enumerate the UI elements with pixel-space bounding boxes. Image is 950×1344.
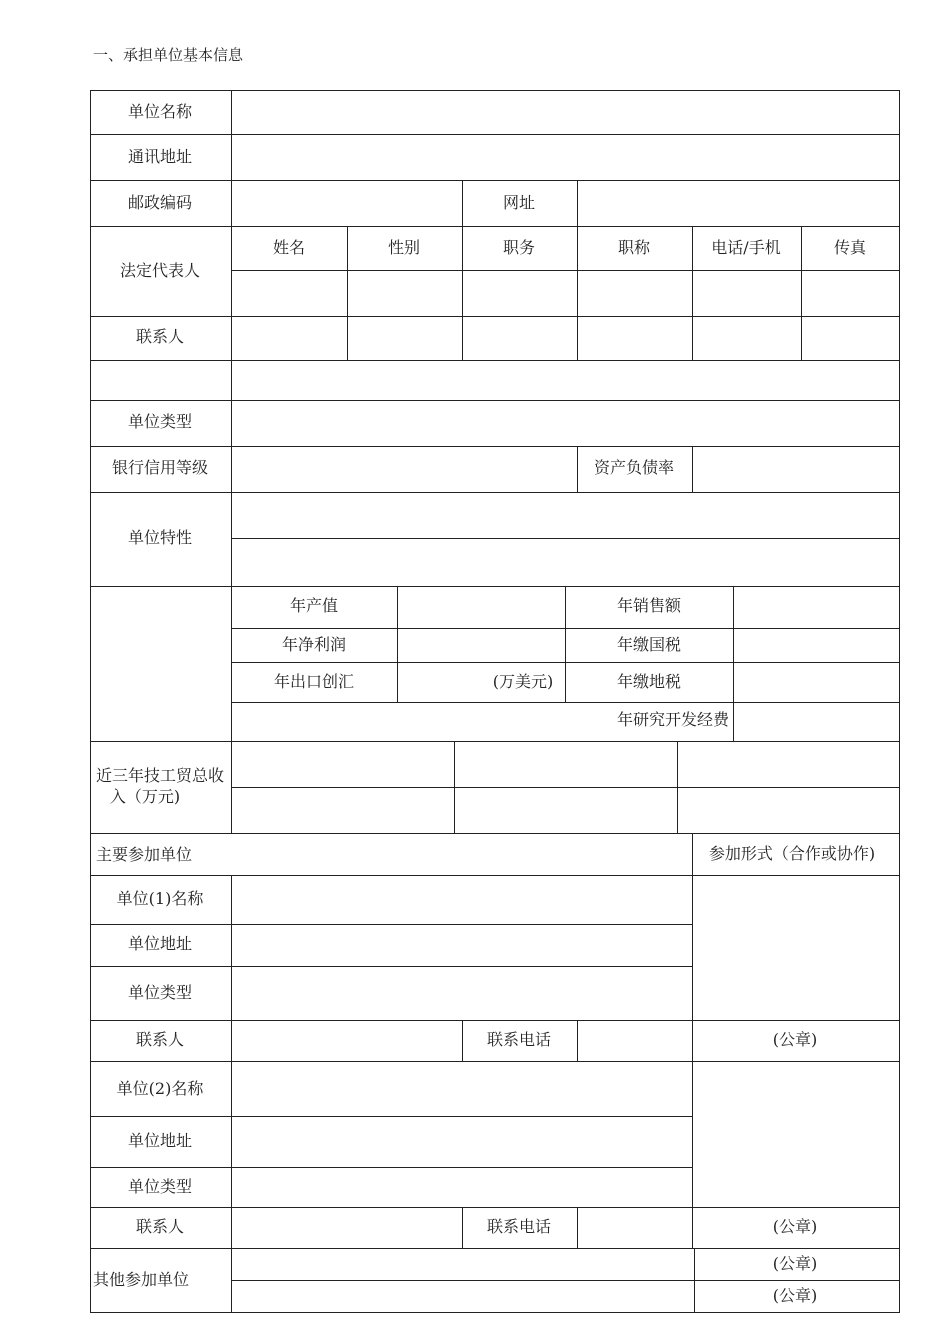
address-field[interactable] bbox=[232, 135, 899, 180]
label-unit2-contact: 联系人 bbox=[135, 1217, 185, 1236]
label-contact: 联系人 bbox=[135, 327, 185, 346]
postcode-field[interactable] bbox=[232, 181, 462, 226]
label-unit1-address: 单位地址 bbox=[127, 934, 193, 953]
bank-credit-field[interactable] bbox=[232, 447, 577, 492]
label-debt-ratio: 资产负债率 bbox=[593, 458, 675, 477]
label-unit1-name: 单位(1)名称 bbox=[116, 889, 204, 908]
debt-ratio-field[interactable] bbox=[693, 447, 899, 492]
unit-name-field[interactable] bbox=[232, 91, 899, 134]
label-unit2-name: 单位(2)名称 bbox=[116, 1079, 204, 1098]
website-field[interactable] bbox=[578, 181, 899, 226]
blank-row[interactable] bbox=[91, 361, 899, 400]
header-fax: 传真 bbox=[833, 238, 867, 257]
label-local-tax: 年缴地税 bbox=[616, 672, 682, 691]
header-name: 姓名 bbox=[272, 238, 306, 257]
label-unit-type: 单位类型 bbox=[127, 412, 193, 431]
unit1-seal: (公章) bbox=[772, 1030, 818, 1049]
label-export-earning: 年出口创汇 bbox=[273, 672, 355, 691]
label-unit2-address: 单位地址 bbox=[127, 1131, 193, 1150]
label-net-profit: 年净利润 bbox=[281, 635, 347, 654]
header-phone: 电话/手机 bbox=[711, 238, 781, 257]
label-rd-expense: 年研究开发经费 bbox=[617, 710, 730, 729]
label-website: 网址 bbox=[502, 193, 536, 212]
section-heading: 一、承担单位基本信息 bbox=[93, 46, 244, 64]
unit2-seal: (公章) bbox=[772, 1217, 818, 1236]
header-gender: 性别 bbox=[387, 238, 421, 257]
label-annual-output: 年产值 bbox=[289, 596, 339, 615]
label-postcode: 邮政编码 bbox=[127, 193, 193, 212]
label-tech-income-1: 近三年技工贸总收 bbox=[95, 766, 225, 785]
label-unit1-contact-phone: 联系电话 bbox=[486, 1030, 552, 1049]
header-title: 职称 bbox=[617, 238, 651, 257]
label-legal-rep: 法定代表人 bbox=[119, 261, 201, 280]
label-participation-form: 参加形式（合作或协作) bbox=[708, 844, 876, 863]
label-national-tax: 年缴国税 bbox=[616, 635, 682, 654]
label-unit2-type: 单位类型 bbox=[127, 1177, 193, 1196]
label-unit-name: 单位名称 bbox=[127, 102, 193, 121]
label-annual-sales: 年销售额 bbox=[616, 596, 682, 615]
other-unit2-seal: (公章) bbox=[772, 1286, 818, 1305]
label-unit-feature: 单位特性 bbox=[127, 528, 193, 547]
label-unit1-contact: 联系人 bbox=[135, 1030, 185, 1049]
label-other-units: 其他参加单位 bbox=[92, 1270, 190, 1289]
label-bank-credit: 银行信用等级 bbox=[111, 458, 209, 477]
other-unit1-seal: (公章) bbox=[772, 1254, 818, 1273]
label-tech-income-2: 入（万元) bbox=[109, 787, 181, 806]
header-position: 职务 bbox=[502, 238, 536, 257]
label-usd-unit: (万美元) bbox=[492, 672, 554, 691]
unit-type-field[interactable] bbox=[232, 401, 899, 446]
label-main-units: 主要参加单位 bbox=[96, 845, 193, 864]
label-unit1-type: 单位类型 bbox=[127, 983, 193, 1002]
label-address: 通讯地址 bbox=[127, 147, 193, 166]
label-unit2-contact-phone: 联系电话 bbox=[486, 1217, 552, 1236]
